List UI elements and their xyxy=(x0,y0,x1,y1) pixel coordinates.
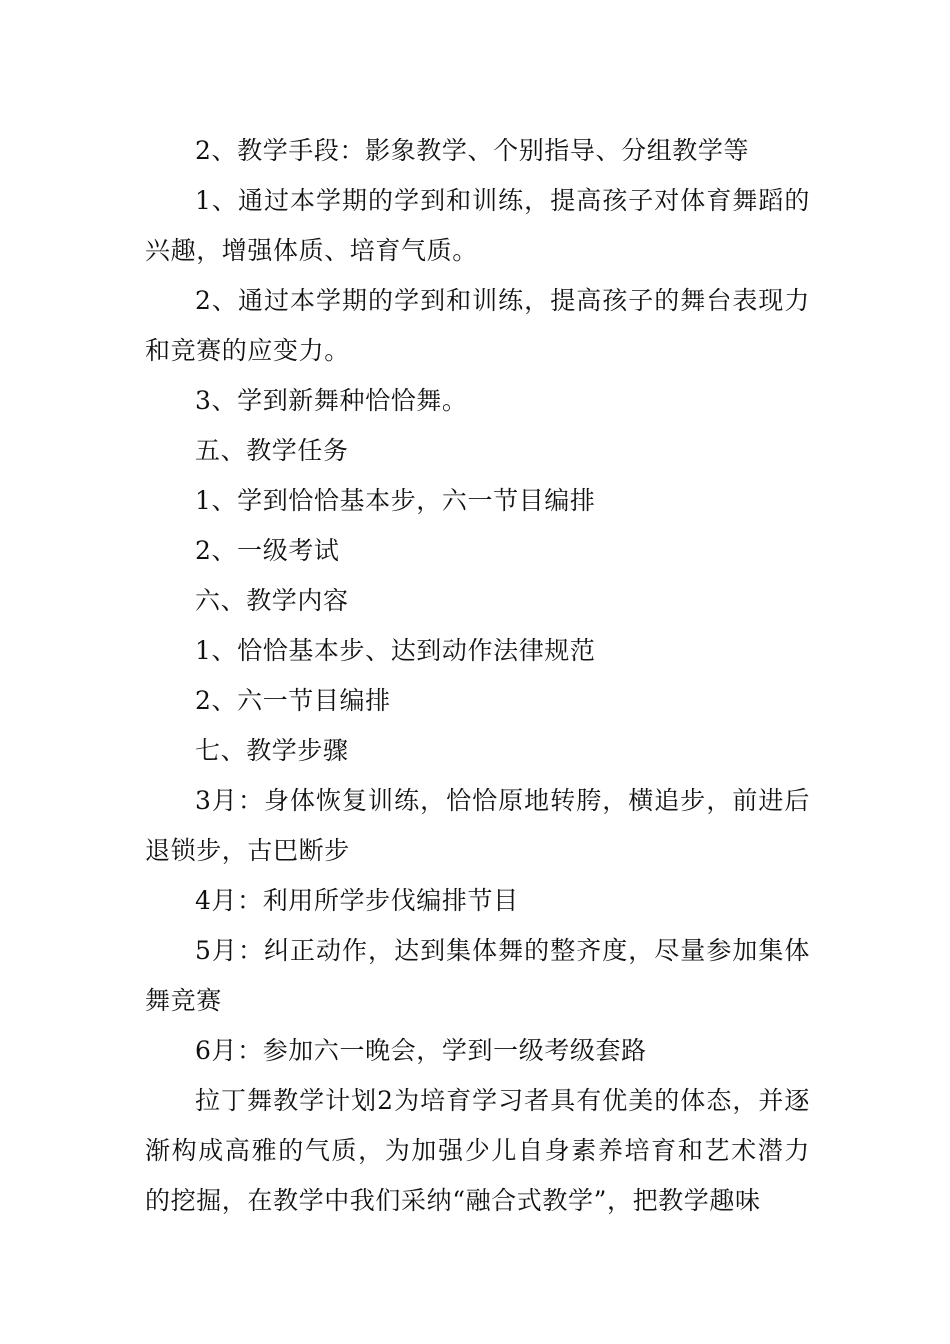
paragraph: 4月：利用所学步伐编排节目 xyxy=(195,886,519,915)
paragraph: 3月：身体恢复训练，恰恰原地转胯，横追步，前进后退锁步，古巴断步 xyxy=(145,786,810,865)
section-heading: 五、教学任务 xyxy=(195,436,349,465)
paragraph: 2、通过本学期的学到和训练，提高孩子的舞台表现力和竞赛的应变力。 xyxy=(145,286,810,365)
paragraph: 5月：纠正动作，达到集体舞的整齐度，尽量参加集体舞竞赛 xyxy=(145,936,810,1015)
paragraph: 1、恰恰基本步、达到动作法律规范 xyxy=(195,636,596,665)
paragraph: 1、学到恰恰基本步，六一节目编排 xyxy=(195,486,596,515)
section-heading: 七、教学步骤 xyxy=(195,736,349,765)
paragraph: 2、六一节目编排 xyxy=(195,686,391,715)
paragraph: 2、一级考试 xyxy=(195,536,340,565)
paragraph: 拉丁舞教学计划2为培育学习者具有优美的体态，并逐渐构成高雅的气质，为加强少儿自身素养培育和艺术潜力的挖掘，在教学中我们采纳“融合式教学”，把教学趣味 xyxy=(145,1086,810,1215)
paragraph: 2、教学手段：影象教学、个别指导、分组教学等 xyxy=(195,136,750,165)
paragraph: 1、通过本学期的学到和训练，提高孩子对体育舞蹈的兴趣，增强体质、培育气质。 xyxy=(145,186,810,265)
paragraph: 6月：参加六一晚会，学到一级考级套路 xyxy=(195,1036,647,1065)
paragraph: 3、学到新舞种恰恰舞。 xyxy=(195,386,468,415)
section-heading: 六、教学内容 xyxy=(195,586,349,615)
document-body xyxy=(145,126,810,1226)
